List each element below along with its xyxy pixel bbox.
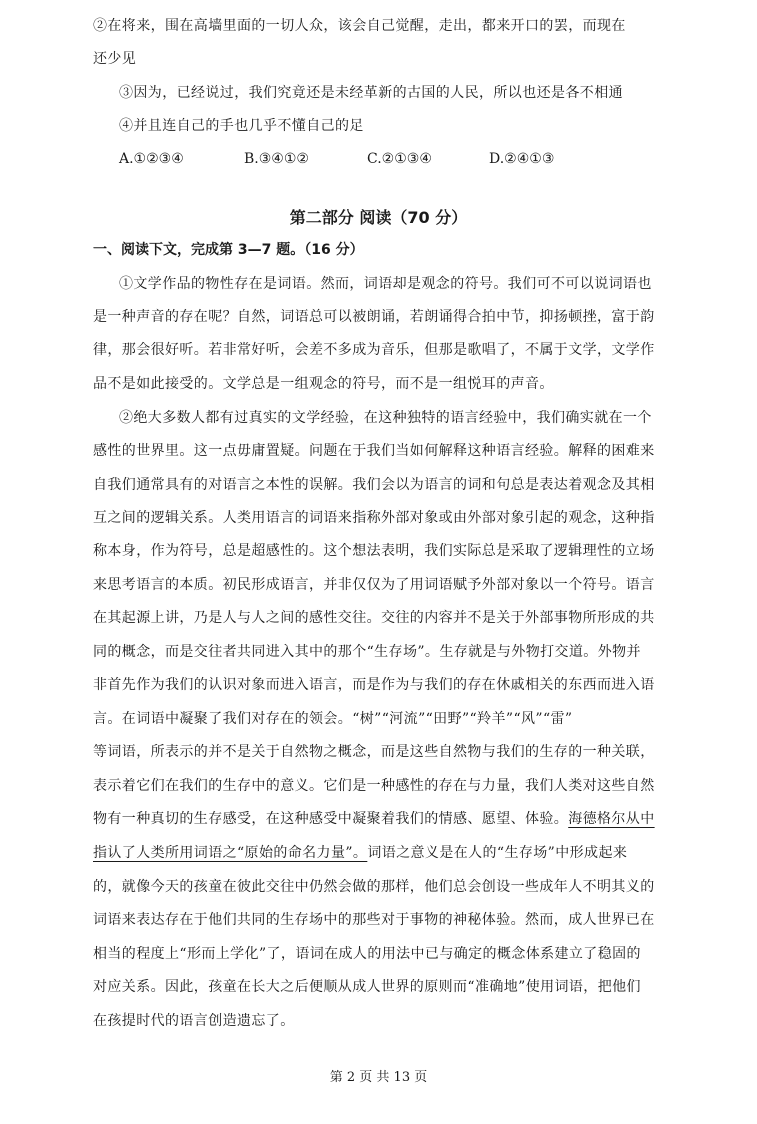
paragraph-2-line: ②绝大多数人都有过真实的文学经验，在这种独特的语言经验中，我们确实就在一个 [119,410,652,426]
paragraph-2-line: 在其起源上讲，乃是人与人之间的感性交往。交往的内容并不是关于外部事物所形成的共 [93,610,655,626]
part-heading: 第二部分 阅读（70 分） [289,208,468,227]
paragraph-2-line: 同的概念，而是交往者共同进入其中的那个“生存场”。生存就是与外物打交道。外物并 [93,644,641,660]
question-item-3: ③因为，已经说过，我们究竟还是未经革新的古国的人民，所以也还是各不相通 [119,85,623,101]
paragraph-1-line: ①文学作品的物性存在是词语。然而，词语却是观念的符号。我们可不可以说词语也 [119,276,652,292]
paragraph-1-line: 律，那会很好听。若非常好听，会差不多成为音乐，但那是歌唱了，不属于文学，文学作 [93,342,655,358]
paragraph-2-line: 自我们通常具有的对语言之本性的误解。我们会以为语言的词和句总是表达着观念及其相 [93,477,655,493]
plain-text: 物有一种真切的生存感受，在这种感受中凝聚着我们的情感、愿望、体验。 [93,811,569,827]
paragraph-2-line: 表示着它们在我们的生存中的意义。它们是一种感性的存在与力量，我们人类对这些自然 [93,778,655,794]
paragraph-2-line: 来思考语言的本质。初民形成语言，并非仅仅为了用词语赋予外部对象以一个符号。语言 [93,577,655,593]
paragraph-1-line: 是一种声音的存在呢？自然，词语总可以被朗诵，若朗诵得合拍中节，抑扬顿挫，富于韵 [93,309,655,325]
plain-text: 词语之意义是在人的“生存场”中形成起来 [367,845,628,861]
question-item-2-line-2: 还少见 [93,51,137,67]
paragraph-2-line: 感性的世界里。这一点毋庸置疑。问题在于我们当如何解释这种语言经验。解释的困难来 [93,443,655,459]
option-c: C.②①③④ [367,151,432,167]
option-a: A.①②③④ [119,151,184,167]
page-footer: 第 2 页 共 13 页 [329,1070,428,1085]
paragraph-2-line: 相当的程度上“形而上学化”了，语词在成人的用法中已与确定的概念体系建立了稳固的 [93,946,641,962]
paragraph-2-line: 词语来表达存在于他们共同的生存场中的那些对于事物的神秘体验。然而，成人世界已在 [93,912,655,928]
underlined-sentence: 指认了人类所用词语之“原始的命名力量”。 [93,845,368,861]
paragraph-2-line: 在孩提时代的语言创造遗忘了。 [93,1013,295,1029]
paragraph-2-line: 互之间的逻辑关系。人类用语言的词语来指称外部对象或由外部对象引起的观念，这种指 [93,510,655,526]
paragraph-2-line: 的，就像今天的孩童在彼此交往中仍然会做的那样，他们总会创设一些成年人不明其义的 [93,879,655,895]
section-heading: 一、阅读下文，完成第 3—7 题。（16 分） [93,242,364,258]
option-d: D.②④①③ [489,151,555,167]
paragraph-1-line: 品不是如此接受的。文学总是一组观念的符号，而不是一组悦耳的声音。 [93,376,554,392]
paragraph-2-line: 非首先作为我们的认识对象而进入语言，而是作为与我们的存在休戚相关的东西而进入语 [93,677,655,693]
paragraph-2-line: 称本身，作为符号，总是超感性的。这个想法表明，我们实际总是采取了逻辑理性的立场 [93,543,655,559]
paragraph-2-line: 对应关系。因此，孩童在长大之后便顺从成人世界的原则而“准确地”使用词语，把他们 [93,979,641,995]
underlined-sentence: 海德格尔从中 [568,811,655,827]
paragraph-2-line [93,809,655,829]
paragraph-2-line [93,843,627,863]
paragraph-2-line: 等词语，所表示的并不是关于自然物之概念，而是这些自然物与我们的生存的一种关联， [93,744,655,760]
question-item-4: ④并且连自己的手也几乎不懂自己的足 [119,118,364,134]
question-item-2-line-1: ②在将来，围在高墙里面的一切人众，该会自己觉醒，走出，都来开口的罢，而现在 [93,18,626,34]
option-b: B.③④①② [244,151,309,167]
paragraph-2-line: 言。在词语中凝聚了我们对存在的领会。“树”“河流”“田野”“羚羊”“风”“雷” [93,711,573,727]
